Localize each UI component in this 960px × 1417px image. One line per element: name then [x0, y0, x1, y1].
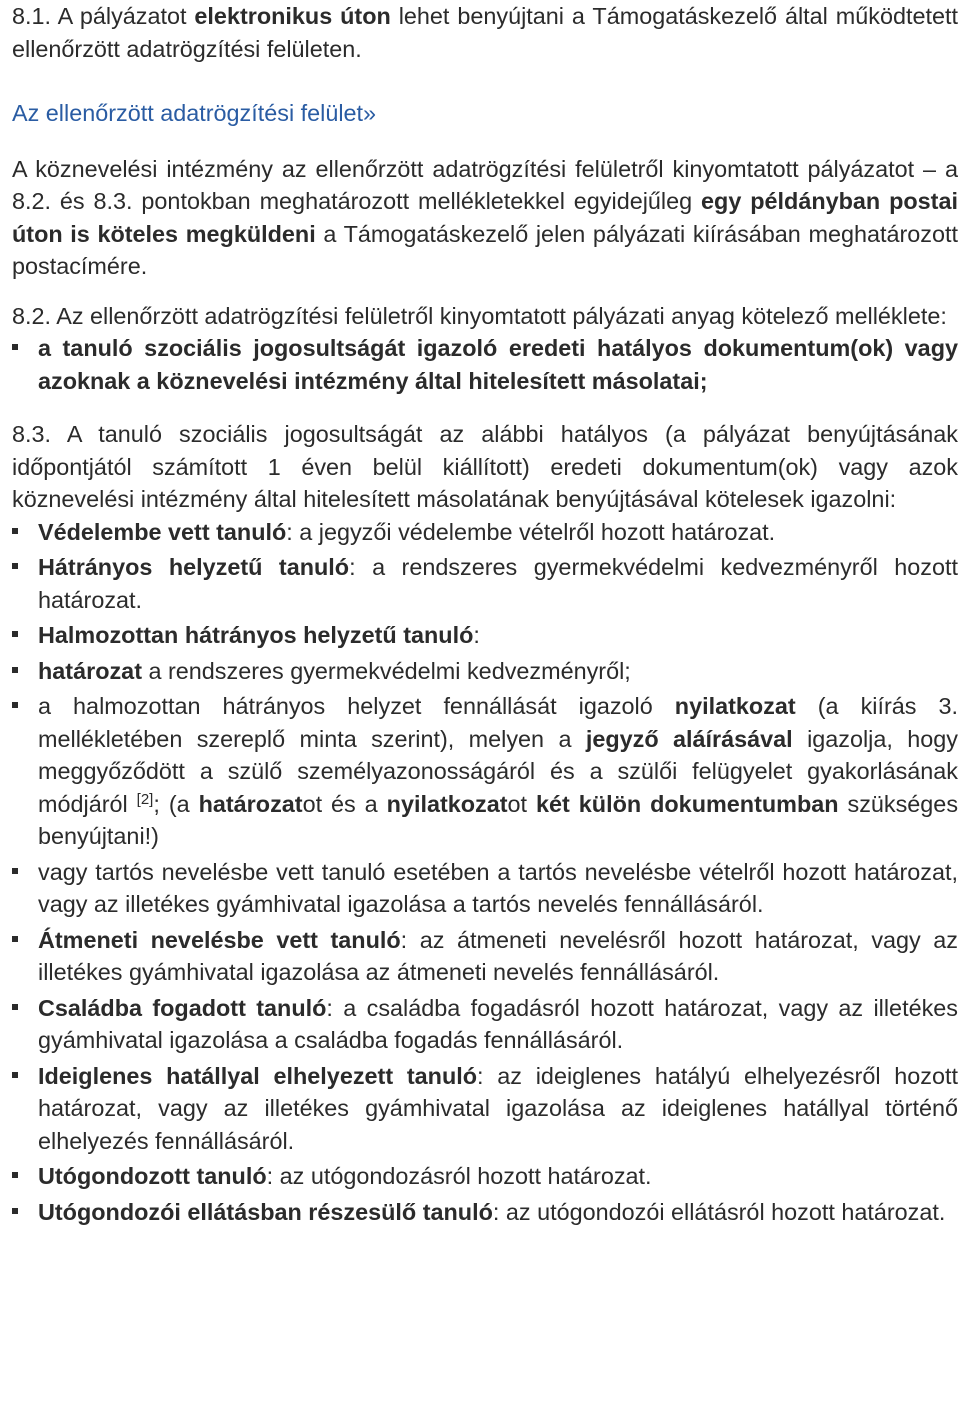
text: : az ideiglenes hatályú elhelyezésről hozott határozat, vagy az illetékes gyámhivatal igazolása az ideiglenes hatállyal történő elhelyezés fennállásáról. [38, 1062, 958, 1154]
square-bullet-icon [12, 1172, 18, 1178]
list-item [12, 551, 958, 616]
text: lehet benyújtani a Támogatáskezelő által működtetett ellenőrzött adatrögzítési felületen. [12, 3, 958, 62]
text: szükséges benyújtani!) [38, 790, 959, 849]
bold-text: Családba fogadott tanuló [38, 994, 327, 1021]
list-item-nyilatkozat [12, 690, 958, 853]
adatrogzitesi-link[interactable]: Az ellenőrzött adatrögzítési felület» [12, 100, 377, 126]
bold-text: Halmozottan hátrányos helyzetű tanuló [38, 622, 474, 648]
paragraph-8-1 [12, 0, 958, 65]
text: a rendszeres gyermekvédelmi kedvezményről; [141, 657, 631, 684]
square-bullet-icon [12, 563, 18, 569]
list-8-3 [12, 516, 958, 1229]
paragraph-postai-kuldes [12, 153, 958, 283]
bold-text: elektronikus úton [194, 3, 391, 29]
bold-text: két külön dokumentumban [536, 790, 839, 817]
text: a halmozottan hátrányos helyzet fennállását igazoló [38, 693, 675, 719]
square-bullet-icon [12, 1208, 18, 1214]
bold-text: jegyző aláírásával [585, 725, 793, 752]
text: : az átmeneti nevelésről hozott határozat, vagy az illetékes gyámhivatal igazolása az átmeneti nevelés fennállásáról. [38, 926, 958, 985]
list-item [12, 1160, 958, 1193]
list-item-text: a tanuló szociális jogosultságát igazoló eredeti hatályos dokumentum(ok) vagy azoknak a köznevelési intézmény által hitelesített másolatai; [38, 335, 958, 394]
bold-text: nyilatkozat [674, 693, 796, 719]
square-bullet-icon [12, 344, 18, 350]
square-bullet-icon [12, 1004, 18, 1010]
bold-text: határozat [198, 790, 303, 817]
list-item [12, 1196, 958, 1229]
bold-text: nyilatkozat [386, 790, 508, 817]
bold-text: Védelembe vett tanuló [38, 518, 287, 545]
document-page [12, 0, 958, 1228]
bold-text: Ideiglenes hatállyal elhelyezett tanuló [38, 1062, 478, 1089]
paragraph-8-3: 8.3. A tanuló szociális jogosultságát az alábbi hatályos (a pályázat benyújtásának időpontjától számított 1 éven belül kiállított) eredeti dokumentum(ok) vagy azok köznevelési intézmény által hitelesített másolatának benyújtásával kötelesek igazolni: [12, 421, 958, 512]
text: a Támogatáskezelő jelen pályázati kiírásában meghatározott postacímére. [12, 220, 958, 279]
list-item [12, 655, 958, 688]
square-bullet-icon [12, 702, 18, 708]
list-item [12, 516, 958, 549]
text: : a családba fogadásról hozott határozat, vagy az illetékes gyámhivatal igazolása a családba fogadás fennállásáról. [38, 994, 958, 1053]
text: : [473, 622, 480, 648]
bold-text: egy példányban postai úton is köteles megküldeni [12, 188, 958, 247]
bold-text: határozat [38, 657, 142, 684]
text: 8.1. A pályázatot [12, 3, 195, 29]
list-item [12, 1060, 958, 1158]
square-bullet-icon [12, 936, 18, 942]
adatrogzitesi-link-paragraph [12, 97, 958, 130]
text: ot [507, 790, 537, 817]
square-bullet-icon [12, 631, 18, 637]
list-8-2 [12, 332, 958, 397]
list-item [12, 924, 958, 989]
footnote-reference[interactable]: [2] [136, 790, 154, 808]
text: : a rendszeres gyermekvédelmi kedvezményről hozott határozat. [38, 554, 958, 613]
bold-text: Utógondozott tanuló [38, 1163, 267, 1189]
square-bullet-icon [12, 667, 18, 673]
bold-text: Utógondozói ellátásban részesülő tanuló [38, 1198, 493, 1225]
bold-text: Átmeneti nevelésbe vett tanuló [38, 926, 401, 953]
text: vagy tartós nevelésbe vett tanuló esetében a tartós nevelésbe vételről hozott határozat, vagy az illetékes gyámhivatal igazolása a tartós nevelés fennállásáról. [38, 858, 958, 917]
list-item [12, 332, 958, 397]
text: : az utógondozásról hozott határozat. [266, 1163, 652, 1189]
list-item [12, 619, 958, 652]
text: (a kiírás 3. mellékletében szereplő minta szerint), melyen a [38, 693, 959, 752]
square-bullet-icon [12, 868, 18, 874]
text: ; (a [153, 790, 199, 817]
square-bullet-icon [12, 528, 18, 534]
list-item [12, 992, 958, 1057]
square-bullet-icon [12, 1072, 18, 1078]
bold-text: Hátrányos helyzetű tanuló [38, 554, 350, 580]
text: ot és a [302, 790, 387, 817]
text: igazolja, hogy meggyőződött a szülő személyazonosságáról és a szülői felügyelet gyakorlásának módjáról [38, 725, 958, 817]
text: A köznevelési intézmény az ellenőrzött adatrögzítési felületről kinyomtatott pályázatot – a 8.2. és 8.3. pontokban meghatározott mellékletekkel egyidejűleg [12, 155, 958, 214]
paragraph-8-2: 8.2. Az ellenőrzött adatrögzítési felületről kinyomtatott pályázati anyag kötelező melléklete: [12, 302, 947, 329]
text: : az utógondozói ellátásról hozott határozat. [492, 1198, 946, 1225]
list-item [12, 856, 958, 921]
text: : a jegyzői védelembe vételről hozott határozat. [286, 518, 776, 545]
